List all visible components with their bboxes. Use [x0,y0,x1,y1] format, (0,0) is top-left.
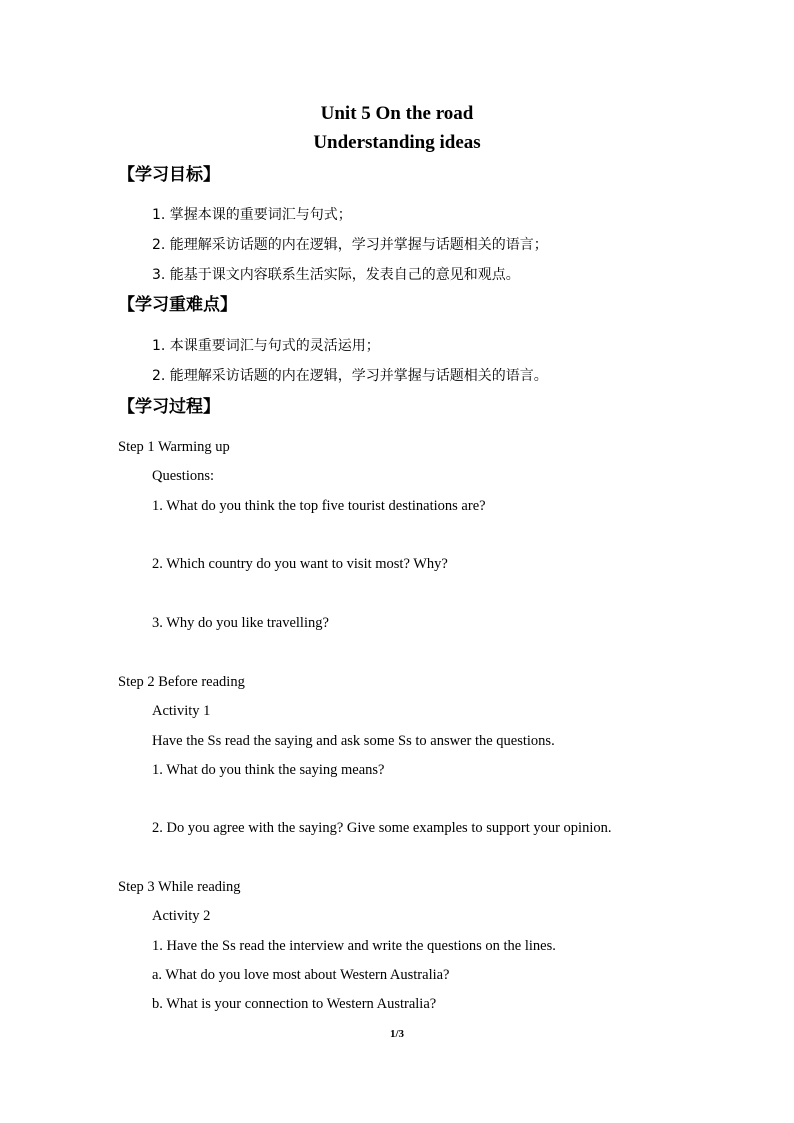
step1-question: 2. Which country do you want to visit most? Why? [152,556,448,572]
step1-question: 3. Why do you like travelling? [152,615,329,631]
step3-question: b. What is your connection to Western Australia? [152,996,437,1012]
step3-question: a. What do you love most about Western Australia? [152,967,450,983]
key-point-item: 2. 能理解采访话题的内在逻辑，学习并掌握与话题相关的语言。 [152,368,548,384]
step1-title: Step 1 Warming up [118,439,230,455]
step2-title: Step 2 Before reading [118,674,245,690]
key-point-item: 1. 本课重要词汇与句式的灵活运用； [152,338,380,354]
goal-item: 2. 能理解采访话题的内在逻辑，学习并掌握与话题相关的语言； [152,237,548,253]
page-title: Unit 5 On the road [320,103,474,124]
goal-item: 1. 掌握本课的重要词汇与句式； [152,207,352,223]
page-number: 1/3 [389,1028,405,1040]
page-subtitle: Understanding ideas [313,132,481,153]
step3-title: Step 3 While reading [118,879,241,895]
step1-label: Questions: [152,468,215,484]
key-points-heading: 【学习重难点】 [118,295,237,315]
step2-activity: Activity 1 [152,703,211,719]
step3-activity: Activity 2 [152,908,211,924]
step2-instruction: Have the Ss read the saying and ask some Ss to answer the questions. [152,733,555,749]
step1-question: 1. What do you think the top five tourist destinations are? [152,498,486,514]
step2-question: 1. What do you think the saying means? [152,762,385,778]
step2-question: 2. Do you agree with the saying? Give some examples to support your opinion. [152,820,612,836]
step3-instruction: 1. Have the Ss read the interview and write the questions on the lines. [152,938,556,954]
goal-item: 3. 能基于课文内容联系生活实际，发表自己的意见和观点。 [152,267,520,283]
process-heading: 【学习过程】 [118,397,220,417]
goals-heading: 【学习目标】 [118,165,220,185]
